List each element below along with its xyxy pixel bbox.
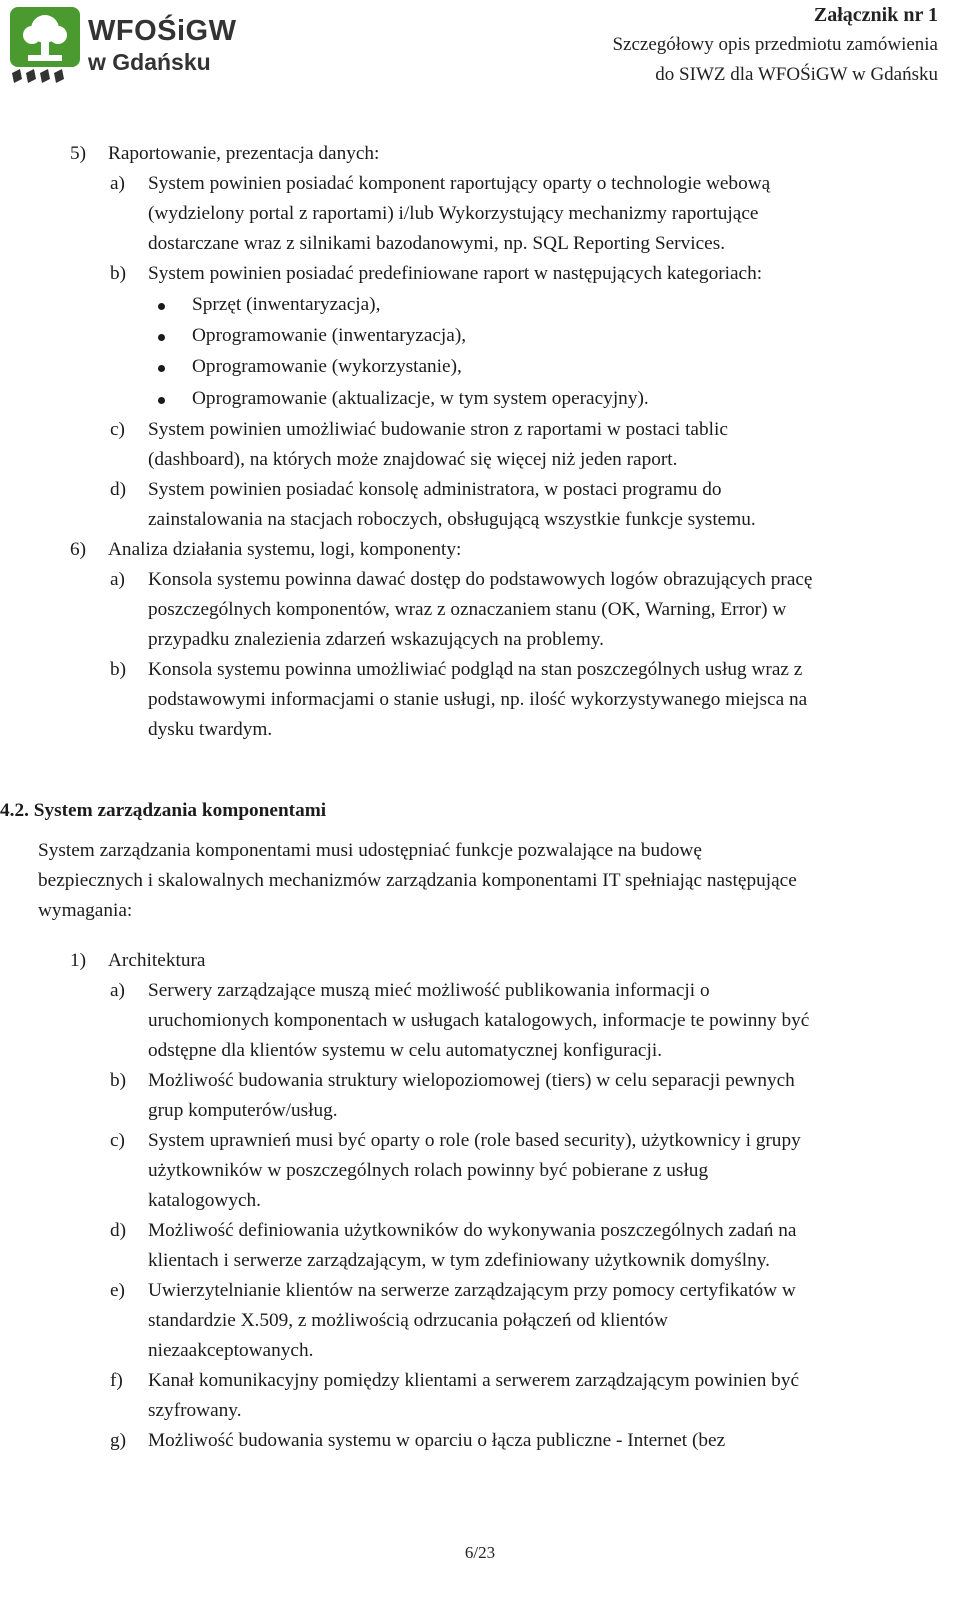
list-item: a) Konsola systemu powinna dawać dostęp do podstawowych logów obrazujących pracę [110,569,813,590]
list-item: a) Serwery zarządzające muszą mieć możliwość publikowania informacji o [110,980,710,1001]
bullet-item: Oprogramowanie (aktualizacje, w tym system operacyjny). [192,388,649,409]
list-item: a) System powinien posiadać komponent raportujący oparty o technologie webową [110,173,771,194]
list-label: 6) [70,539,87,560]
list-item-continuation: uruchomionych komponentach w usługach katalogowych, informacje te powinny być [148,1010,810,1031]
list-item-continuation: użytkowników w poszczególnych rolach powinny być pobierane z usług [148,1160,709,1181]
logo [8,5,243,87]
list-item: b) Konsola systemu powinna umożliwiać podgląd na stan poszczególnych usług wraz z [110,659,803,680]
section-title: Raportowanie, prezentacja danych: [108,143,380,164]
list-item-continuation: niezaakceptowanych. [148,1340,314,1361]
list-item: e) Uwierzytelnianie klientów na serwerze zarządzającym przy pomocy certyfikatów w [110,1280,796,1301]
list-item-continuation: zainstalowania na stacjach roboczych, obsługującą wszystkie funkcje systemu. [148,509,756,530]
tree-icon [8,5,84,87]
list-item: b) Możliwość budowania struktury wielopoziomowej (tiers) w celu separacji pewnych [110,1070,795,1091]
header-subtitle-1: Szczegółowy opis przedmiotu zamówienia [612,34,938,55]
list-item-continuation: przypadku znalezienia zdarzeń wskazujących na problemy. [148,629,604,650]
list-item-continuation: dysku twardym. [148,719,273,740]
bullet-icon [158,303,165,310]
paragraph-line: System zarządzania komponentami musi udostępniać funkcje pozwalające na budowę [38,840,702,861]
section-title: Analiza działania systemu, logi, komponenty: [108,539,462,560]
list-item-continuation: dostarczane wraz z silnikami bazodanowymi, np. SQL Reporting Services. [148,233,726,254]
bullet-item: Sprzęt (inwentaryzacja), [192,294,381,315]
bullet-icon [158,334,165,341]
list-item-continuation: katalogowych. [148,1190,261,1211]
bullet-icon [158,365,165,372]
logo-subtitle: w Gdańsku [88,49,211,75]
bullet-icon [158,397,165,404]
list-item-continuation: odstępne dla klientów systemu w celu automatycznej konfiguracji. [148,1040,663,1061]
list-item: d) Możliwość definiowania użytkowników do wykonywania poszczególnych zadań na [110,1220,797,1241]
list-item: c) System powinien umożliwiać budowanie stron z raportami w postaci tablic [110,419,728,440]
page-number: 6/23 [464,1543,496,1562]
logo-title: WFOŚiGW [88,15,237,47]
list-item-continuation: klientach i serwerze zarządzającym, w tym zdefiniowany użytkownik domyślny. [148,1250,770,1271]
bullet-item: Oprogramowanie (wykorzystanie), [192,356,462,377]
document-header [612,0,938,90]
list-item-continuation: podstawowymi informacjami o stanie usługi, np. ilość wykorzystywanego miejsca na [148,689,808,710]
subsection-heading [70,946,205,976]
paragraph-line: wymagania: [38,900,133,921]
list-item: b) System powinien posiadać predefiniowane raport w następujących kategoriach: [110,263,763,284]
subsection-title: Architektura [108,950,206,971]
section-6-heading [70,535,461,565]
attachment-label: Załącznik nr 1 [813,4,938,26]
paragraph-line: bezpiecznych i skalowalnych mechanizmów zarządzania komponentami IT spełniając następujące [38,870,797,891]
list-item-continuation: standardzie X.509, z możliwością odrzucania połączeń od klientów [148,1310,668,1331]
section-5-heading [70,139,379,169]
list-item-continuation: (dashboard), na których może znajdować się więcej niż jeden raport. [148,449,678,470]
list-item-continuation: (wydzielony portal z raportami) i/lub Wykorzystujący mechanizmy raportujące [148,203,759,224]
header-subtitle-2: do SIWZ dla WFOŚiGW w Gdańsku [655,64,938,85]
list-item: g) Możliwość budowania systemu w oparciu o łącza publiczne - Internet (bez [110,1430,726,1451]
section-4-2-heading: 4.2. System zarządzania komponentami [0,800,327,821]
list-label: 1) [70,950,87,971]
list-item-continuation: grup komputerów/usług. [148,1100,338,1121]
list-item-continuation: poszczególnych komponentów, wraz z oznaczaniem stanu (OK, Warning, Error) w [148,599,787,620]
list-item: c) System uprawnień musi być oparty o role (role based security), użytkownicy i grupy [110,1130,801,1151]
list-label: 5) [70,143,87,164]
list-item-continuation: szyfrowany. [148,1400,242,1421]
bullet-item: Oprogramowanie (inwentaryzacja), [192,325,467,346]
list-item: d) System powinien posiadać konsolę administratora, w postaci programu do [110,479,722,500]
list-item: f) Kanał komunikacyjny pomiędzy klientami a serwerem zarządzającym powinien być [110,1370,800,1391]
